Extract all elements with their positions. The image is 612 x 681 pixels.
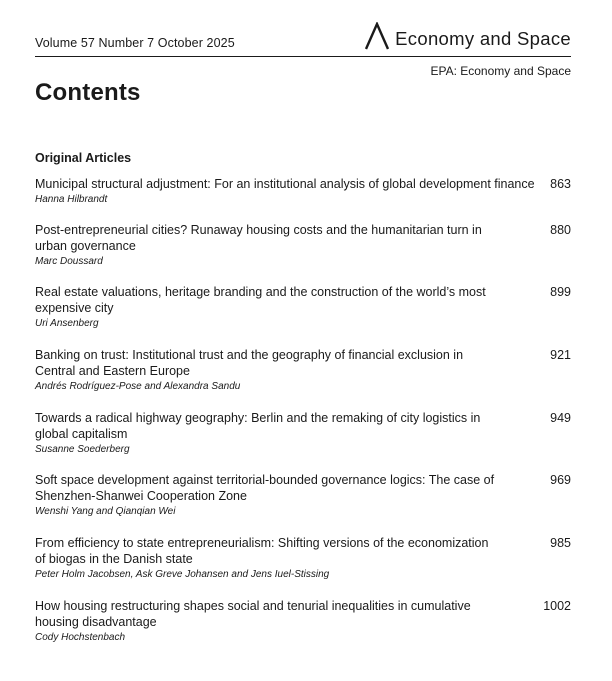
header-divider [35,56,571,57]
article-entry[interactable] [35,347,571,393]
article-author: Andrés Rodríguez-Pose and Alexandra Sandu [35,381,241,392]
article-author: Wenshi Yang and Qianqian Wei [35,506,176,517]
article-title[interactable]: How housing restructuring shapes social and tenurial inequalities in cumulative housing disadvantage [35,599,471,629]
article-author: Uri Ansenberg [35,318,99,329]
article-page-number: 1002 [543,599,571,613]
article-author: Hanna Hilbrandt [35,194,108,205]
article-author: Marc Doussard [35,256,103,267]
article-page-number: 921 [550,348,571,362]
article-entry[interactable] [35,284,571,330]
article-page-number: 880 [550,223,571,237]
letter-a-logo-icon [365,22,389,50]
article-title[interactable]: Post-entrepreneurial cities? Runaway housing costs and the humanitarian turn in urban governance [35,223,482,253]
issue-line: Volume 57 Number 7 October 2025 [35,36,235,50]
article-entry[interactable] [35,222,571,268]
section-heading: Original Articles [35,151,132,165]
article-title[interactable]: Municipal structural adjustment: For an institutional analysis of global development finance [35,177,535,191]
brand-name: Economy and Space [395,28,571,49]
journal-name: EPA: Economy and Space [430,64,571,78]
article-entry[interactable] [35,176,571,206]
article-page-number: 985 [550,536,571,550]
article-title[interactable]: From efficiency to state entrepreneurialism: Shifting versions of the economization of biogas in the Danish state [35,536,489,566]
article-entry[interactable] [35,472,571,518]
article-title[interactable]: Banking on trust: Institutional trust and the geography of financial exclusion in Central and Eastern Europe [35,348,464,378]
article-title[interactable]: Soft space development against territorial-bounded governance logics: The case of Shenzhen-Shanwei Cooperation Zone [35,473,495,503]
article-page-number: 863 [550,177,571,191]
article-title[interactable]: Towards a radical highway geography: Berlin and the remaking of city logistics in global capitalism [35,411,481,441]
article-entry[interactable] [35,410,571,456]
journal-brand [365,22,571,50]
article-page-number: 969 [550,473,571,487]
article-author: Cody Hochstenbach [35,632,126,643]
article-entry[interactable] [35,535,571,581]
article-title[interactable]: Real estate valuations, heritage branding and the construction of the world’s most expensive city [35,285,486,315]
article-page-number: 899 [550,285,571,299]
article-entry[interactable] [35,598,571,644]
article-author: Peter Holm Jacobsen, Ask Greve Johansen and Jens Iuel-Stissing [35,569,330,580]
article-author: Susanne Soederberg [35,444,130,455]
page-title: Contents [35,79,141,106]
article-page-number: 949 [550,411,571,425]
